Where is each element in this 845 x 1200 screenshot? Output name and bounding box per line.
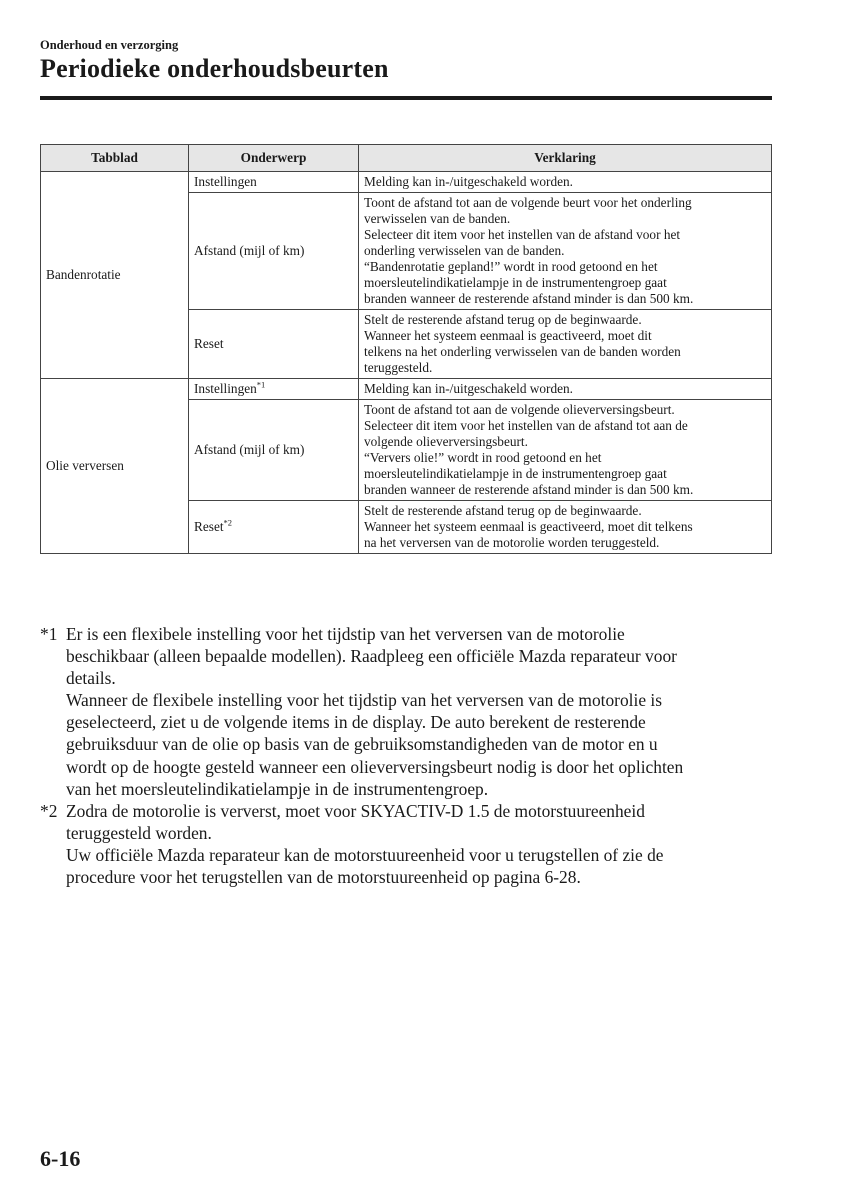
explanation-line: telkens na het onderling verwisselen van de banden worden bbox=[364, 344, 681, 359]
footnote-body bbox=[66, 800, 663, 888]
subject-label: Reset bbox=[194, 336, 224, 351]
table-row bbox=[41, 379, 772, 400]
footnote-mark: *1 bbox=[40, 624, 58, 644]
footnote-line: geselecteerd, ziet u de volgende items in de display. De auto berekent de resterende bbox=[66, 712, 646, 733]
footnote-ref: *1 bbox=[256, 379, 266, 390]
explanation-line: Melding kan in-/uitgeschakeld worden. bbox=[364, 381, 574, 396]
subject-label: Afstand (mijl of km) bbox=[194, 243, 305, 258]
footnote-mark: *2 bbox=[40, 800, 58, 821]
footnote-line: Er is een flexibele instelling voor het tijdstip van het verversen van de motorolie bbox=[66, 624, 625, 644]
subject-cell bbox=[189, 400, 359, 501]
explanation-line: na het verversen van de motorolie worden teruggesteld. bbox=[364, 535, 660, 550]
explanation-cell bbox=[359, 193, 772, 310]
subject-cell bbox=[189, 172, 359, 193]
explanation-cell bbox=[359, 172, 772, 193]
maintenance-table bbox=[40, 144, 772, 554]
subject-cell bbox=[189, 310, 359, 379]
footnotes bbox=[40, 623, 780, 888]
explanation-cell bbox=[359, 310, 772, 379]
explanation-line: Selecteer dit item voor het instellen van de afstand tot aan de bbox=[364, 418, 688, 433]
subject-cell bbox=[189, 501, 359, 554]
explanation-line: “Bandenrotatie gepland!” wordt in rood getoond en het bbox=[364, 259, 658, 274]
explanation-line: volgende olieverversingsbeurt. bbox=[364, 434, 528, 449]
column-header-subject: Onderwerp bbox=[189, 145, 359, 172]
title-rule bbox=[40, 96, 772, 100]
explanation-line: teruggesteld. bbox=[364, 360, 433, 375]
table-row bbox=[41, 172, 772, 193]
section-label: Onderhoud en verzorging bbox=[40, 38, 179, 52]
explanation-line: Toont de afstand tot aan de volgende olieverversingsbeurt. bbox=[364, 402, 675, 417]
explanation-cell bbox=[359, 379, 772, 400]
subject-label: Afstand (mijl of km) bbox=[194, 442, 305, 457]
footnote-line: details. bbox=[66, 668, 116, 689]
explanation-line: branden wanneer de resterende afstand minder is dan 500 km. bbox=[364, 482, 694, 497]
subject-cell bbox=[189, 193, 359, 310]
explanation-line: “Ververs olie!” wordt in rood getoond en het bbox=[364, 450, 602, 465]
footnote-line: teruggesteld worden. bbox=[66, 822, 212, 843]
explanation-line: Stelt de resterende afstand terug op de beginwaarde. bbox=[364, 503, 642, 518]
tab-cell: Bandenrotatie bbox=[41, 172, 189, 379]
subject-cell bbox=[189, 379, 359, 400]
footnote-line: gebruiksduur van de olie op basis van de gebruiksomstandigheden van de motor en u bbox=[66, 734, 658, 755]
explanation-line: Toont de afstand tot aan de volgende beurt voor het onderling bbox=[364, 195, 692, 210]
subject-label: Instellingen bbox=[194, 174, 257, 189]
column-header-explanation: Verklaring bbox=[359, 145, 772, 172]
footnote-ref: *2 bbox=[223, 517, 233, 528]
explanation-line: onderling verwisselen van de banden. bbox=[364, 243, 565, 258]
subject-label: Reset bbox=[194, 519, 224, 534]
explanation-line: moersleutelindikatielampje in de instrumentengroep gaat bbox=[364, 466, 667, 481]
explanation-line: verwisselen van de banden. bbox=[364, 211, 511, 226]
footnote-line: wordt op de hoogte gesteld wanneer een olieverversingsbeurt nodig is door het oplichten bbox=[66, 756, 684, 777]
footnote-line: van het moersleutelindikatielampje in de instrumentengroep. bbox=[66, 778, 489, 799]
explanation-cell bbox=[359, 400, 772, 501]
explanation-line: branden wanneer de resterende afstand minder is dan 500 km. bbox=[364, 291, 694, 306]
explanation-line: Wanneer het systeem eenmaal is geactiveerd, moet dit telkens bbox=[364, 519, 693, 534]
explanation-line: Stelt de resterende afstand terug op de beginwaarde. bbox=[364, 312, 642, 327]
footnote-line: Uw officiële Mazda reparateur kan de motorstuureenheid voor u terugstellen of zie de bbox=[66, 844, 664, 865]
page-number: 6-16 bbox=[40, 1146, 81, 1171]
explanation-line: Wanneer het systeem eenmaal is geactiveerd, moet dit bbox=[364, 328, 652, 343]
footnote-body bbox=[66, 623, 683, 800]
column-header-tab: Tabblad bbox=[41, 145, 189, 172]
explanation-line: moersleutelindikatielampje in de instrumentengroep gaat bbox=[364, 275, 667, 290]
footnote-line: beschikbaar (alleen bepaalde modellen). Raadpleeg een officiële Mazda reparateur voor bbox=[66, 646, 677, 667]
tab-cell: Olie verversen bbox=[41, 379, 189, 554]
explanation-line: Melding kan in-/uitgeschakeld worden. bbox=[364, 174, 574, 189]
footnote-line: Zodra de motorolie is ververst, moet voor SKYACTIV-D 1.5 de motorstuureenheid bbox=[66, 800, 645, 821]
footnote-line: procedure voor het terugstellen van de motorstuureenheid op pagina 6-28. bbox=[66, 867, 581, 888]
explanation-line: Selecteer dit item voor het instellen van de afstand voor het bbox=[364, 227, 681, 242]
explanation-cell bbox=[359, 501, 772, 554]
footnote bbox=[40, 800, 780, 888]
subject-label: Instellingen bbox=[194, 381, 257, 396]
page-title: Periodieke onderhoudsbeurten bbox=[40, 54, 389, 83]
footnote bbox=[40, 623, 780, 800]
table-header-row bbox=[41, 145, 772, 172]
footnote-line: Wanneer de flexibele instelling voor het tijdstip van het verversen van de motorolie is bbox=[66, 690, 662, 711]
